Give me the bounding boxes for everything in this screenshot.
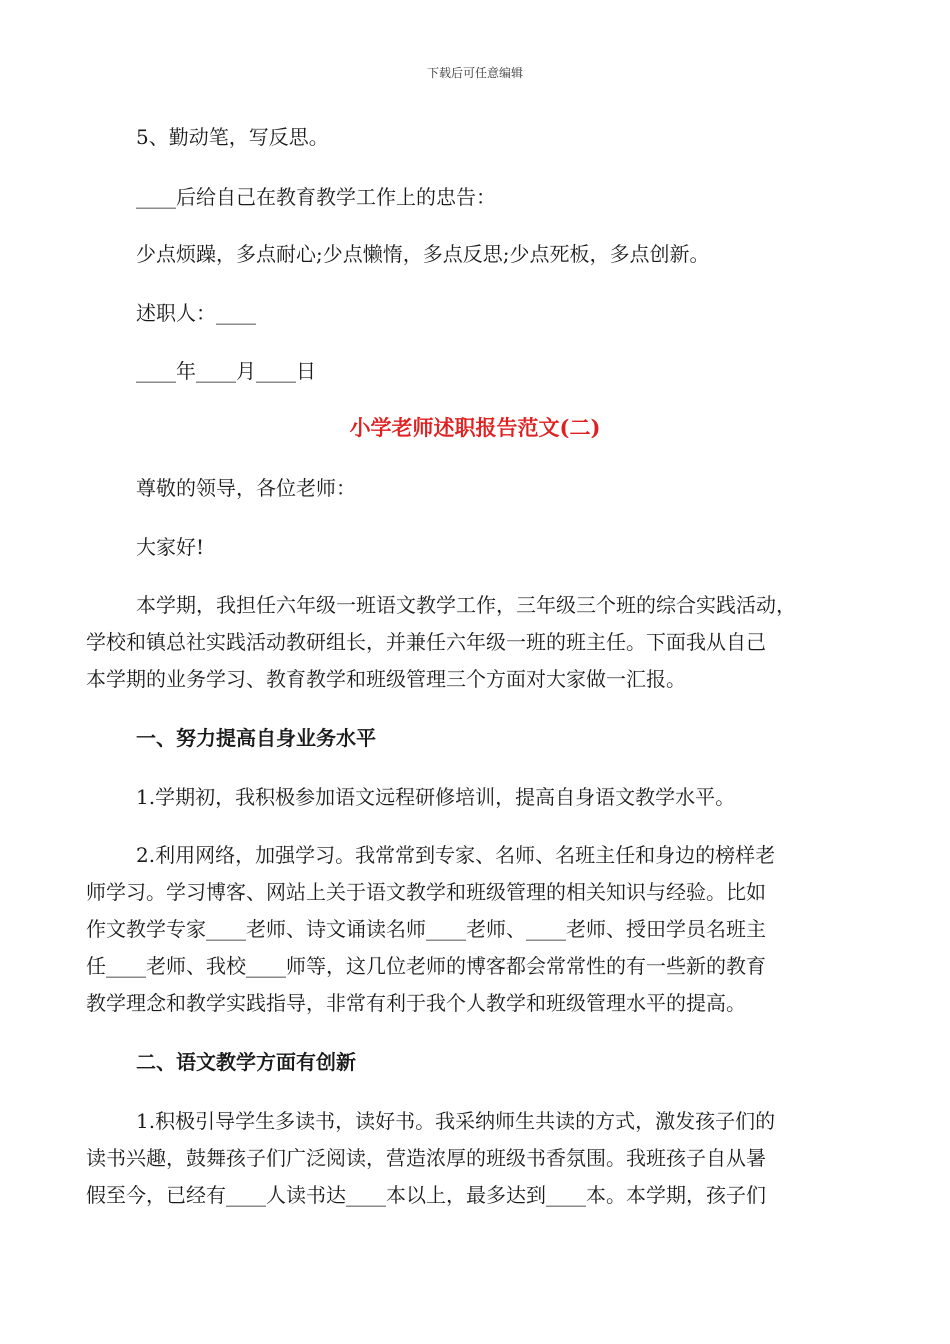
section-1-item-2-line: 作文教学专家____老师、诗文诵读名师____老师、____老师、授田学员名班主 bbox=[86, 917, 766, 941]
intro-line: 本学期，我担任六年级一班语文教学工作，三年级三个班的综合实践活动， bbox=[136, 593, 796, 617]
salutation: 尊敬的领导，各位老师： bbox=[136, 476, 356, 500]
section-1-item-2-line: 教学理念和教学实践指导，非常有利于我个人教学和班级管理水平的提高。 bbox=[86, 991, 746, 1015]
section-1-item-2-line: 师学习。学习博客、网站上关于语文教学和班级管理的相关知识与经验。比如 bbox=[86, 880, 766, 904]
section-1-item-1: 1.学期初，我积极参加语文远程研修培训，提高自身语文教学水平。 bbox=[136, 785, 736, 809]
section-1-heading: 一、努力提高自身业务水平 bbox=[136, 726, 376, 750]
intro-line: 本学期的业务学习、教育教学和班级管理三个方面对大家做一汇报。 bbox=[86, 667, 686, 691]
section-2-heading: 二、语文教学方面有创新 bbox=[136, 1050, 356, 1074]
advice-intro: ____后给自己在教育教学工作上的忠告： bbox=[136, 185, 496, 209]
section-2-item-1-line: 1.积极引导学生多读书，读好书。我采纳师生共读的方式，激发孩子们的 bbox=[136, 1109, 776, 1133]
section-1-item-2-line: 2.利用网络，加强学习。我常常到专家、名师、名班主任和身边的榜样老 bbox=[136, 843, 776, 867]
greeting: 大家好! bbox=[136, 535, 205, 559]
report-title: 小学老师述职报告范文(二) bbox=[349, 415, 601, 440]
advice-text: 少点烦躁，多点耐心;少点懒惰，多点反思;少点死板，多点创新。 bbox=[136, 242, 710, 266]
intro-line: 学校和镇总社实践活动教研组长，并兼任六年级一班的班主任。下面我从自己 bbox=[86, 630, 766, 654]
section-2-item-1-line: 假至今，已经有____人读书达____本以上，最多达到____本。本学期，孩子们 bbox=[86, 1183, 766, 1207]
page-header: 下载后可任意编辑 bbox=[426, 66, 523, 80]
section-1-item-2-line: 任____老师、我校____师等，这几位老师的博客都会常常性的有一些新的教育 bbox=[86, 954, 766, 978]
section-2-item-1-line: 读书兴趣，鼓舞孩子们广泛阅读，营造浓厚的班级书香氛围。我班孩子自从暑 bbox=[86, 1146, 766, 1170]
date-line: ____年____月____日 bbox=[136, 359, 316, 383]
signer-line: 述职人：____ bbox=[136, 301, 256, 325]
item-5: 5、勤动笔，写反思。 bbox=[136, 125, 329, 149]
